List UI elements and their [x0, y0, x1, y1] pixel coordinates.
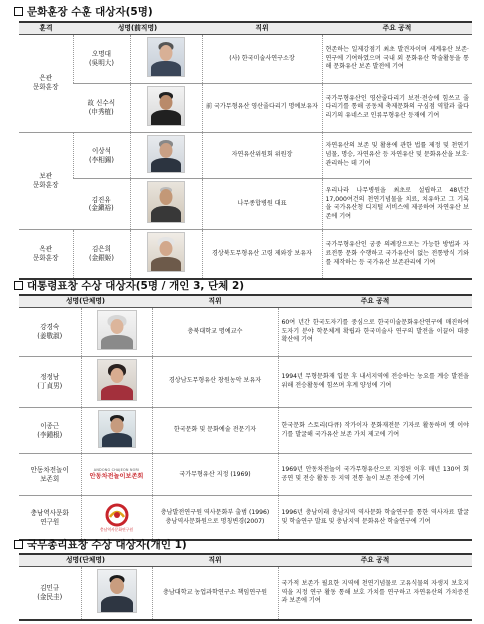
- table-row: [19, 496, 472, 540]
- header-position: 직위: [152, 554, 278, 567]
- table-row: [19, 567, 472, 620]
- merit-cell: 1996년 충남이래 충남지역 역사문화 학술연구를 통한 역사자료 발굴 및 학술연구 발표 및 충남지역 문화유산 학술연구에 기여: [278, 496, 472, 540]
- name-cell: 김진유 (金鎭裕): [73, 179, 130, 230]
- chungnam-emblem-icon: [104, 503, 130, 527]
- position-cell: 충남대학교 농업과학연구소 책임연구원: [152, 567, 278, 620]
- header-merit: 주요 공적: [322, 22, 472, 35]
- grade-cell: 보관 문화훈장: [19, 132, 73, 230]
- portrait-cell: [81, 308, 152, 357]
- merit-cell: 우리나라 나무병원을 최초로 설립하고 48년간 17,000여건의 천연기념물을 치료, 치유하고 그 기록을 국가유산청 디지털 서비스에 제공하여 자연유산 보존에 기여: [322, 179, 472, 230]
- name-cell: 이종근 (李鍾根): [19, 407, 81, 454]
- header-name: 성명(단체명): [19, 554, 152, 567]
- position-cell: 경상남도무형유산 창원농악 보유자: [152, 356, 278, 407]
- table-row: [19, 356, 472, 407]
- checkbox-square-icon: [14, 281, 23, 290]
- merit-cell: 1969년 안동차전놀이 국가무형유산으로 지정된 이후 매년 130여 회 공연 및 전승 활동 등 지역 전통 놀이 보존 전승에 기여: [278, 454, 472, 496]
- header-merit: 주요 공적: [278, 295, 472, 308]
- table-row: [19, 83, 472, 132]
- position-cell: 한국문화 및 문화예술 전문기자: [152, 407, 278, 454]
- table-row: [19, 179, 472, 230]
- portrait-photo: [97, 359, 137, 401]
- logo-cell: [81, 496, 152, 540]
- name-cell: 안동차전놀이 보존회: [19, 454, 81, 496]
- name-cell: 강경숙 (姜敬淑): [19, 308, 81, 357]
- portrait-cell: [130, 35, 202, 84]
- portrait-cell: [81, 407, 152, 454]
- section-title-culture-medal: 문화훈장 수훈 대상자(5명): [14, 4, 153, 19]
- portrait-cell: [130, 132, 202, 179]
- portrait-photo: [147, 86, 185, 126]
- table-row: [19, 230, 472, 279]
- portrait-cell: [130, 83, 202, 132]
- header-name: 성명(단체명): [19, 295, 152, 308]
- table-row: [19, 407, 472, 454]
- portrait-photo: [97, 310, 137, 350]
- grade-cell: 옥관 문화훈장: [19, 230, 73, 279]
- portrait-photo: [147, 232, 185, 272]
- merit-cell: 국가무형유산인 영산줄다리기 보전·전승에 힘쓰고 줄다리기를 통해 공동체 축제문화의 구심점 역할과 줄다리기의 유네스코 인류무형유산 등재에 기여: [322, 83, 472, 132]
- position-cell: 충북대학교 명예교수: [152, 308, 278, 357]
- name-cell: 오명대 (吳明大): [73, 35, 130, 84]
- name-cell: 정정남 (丁貞男): [19, 356, 81, 407]
- andong-chajeon-logo: ANDONG CHAJEON NORI 안동차전놀이보존회: [89, 468, 144, 480]
- table-row: [19, 35, 472, 84]
- position-cell: 자연유산위원회 위원장: [202, 132, 322, 179]
- table-row: [19, 308, 472, 357]
- position-cell: 前 국가무형유산 영산줄다리기 명예보유자: [202, 83, 322, 132]
- table-row: [19, 454, 472, 496]
- merit-cell: 1994년 무형문화재 입문 후 내서지역에 전승하는 농요를 계승 발전을 위해 전승활동에 힘쓰며 후계 양성에 기여: [278, 356, 472, 407]
- header-position: 직위: [152, 295, 278, 308]
- portrait-cell: [130, 179, 202, 230]
- portrait-cell: [130, 230, 202, 279]
- logo-cell: [81, 454, 152, 496]
- merit-cell: 현존하는 일제강점기 최초 발견자이며 세계유산 보존·연구에 기여하였으며 국내 외 문화유산 학술활동을 통해 문화유산 보존 발전에 기여: [322, 35, 472, 84]
- section-title-presidential: 대통령표창 수상 대상자(5명 / 개인 3, 단체 2): [14, 278, 244, 293]
- portrait-photo: [147, 135, 185, 173]
- merit-cell: 자연유산의 보존 및 활용에 관한 법률 제정 및 천연기념물, 명승, 자연유산 등 자연유산 및 문화유산을 보호·관리하는 데 기여: [322, 132, 472, 179]
- name-cell: 이상석 (李相錫): [73, 132, 130, 179]
- position-cell: 경상북도무형유산 고령 제와장 보유자: [202, 230, 322, 279]
- name-cell: 김민규 (金民圭): [19, 567, 81, 620]
- presidential-table: [19, 294, 472, 541]
- grade-cell: 은관 문화훈장: [19, 35, 73, 133]
- name-cell: 충남역사문화 연구원: [19, 496, 81, 540]
- name-cell: 김은희 (金銀姬): [73, 230, 130, 279]
- position-cell: (사) 한국미술사연구소장: [202, 35, 322, 84]
- portrait-photo: [147, 37, 185, 77]
- portrait-photo: [98, 410, 136, 448]
- position-cell: 충남발전연구원 역사문화부 출범 (1996) 충남역사문화원으로 명칭변경(2007): [152, 496, 278, 540]
- prime-minister-table: [19, 553, 472, 621]
- culture-medal-table: [19, 21, 472, 280]
- section-title-prime-minister: 국무총리표창 수상 대상자(개인 1): [14, 537, 187, 552]
- table-row: [19, 132, 472, 179]
- checkbox-square-icon: [14, 7, 23, 16]
- portrait-photo: [97, 569, 137, 613]
- merit-cell: 60여 년간 한국도자기를 중심으로 한국미술문화유산연구에 매진하여 도자기 분야 학문체계 확립과 한국미술사 연구의 발전을 이끌어 대중 확산에 기여: [278, 308, 472, 357]
- header-name: 성명(前직명): [73, 22, 202, 35]
- merit-cell: 국가무형유산인 궁중 의례장으로는 가능한 방법과 자료전통 문화 수행하고 국가유산이 없는 전통방식 기와를 제작하는 등 국가유산 보존관리에 기여: [322, 230, 472, 279]
- header-merit: 주요 공적: [278, 554, 472, 567]
- checkbox-square-icon: [14, 540, 23, 549]
- header-grade: 훈격: [19, 22, 73, 35]
- header-position: 직위: [202, 22, 322, 35]
- position-cell: 국가무형유산 지정 (1969): [152, 454, 278, 496]
- merit-cell: 국가적 보존가 필요한 지역에 천연기념물로 고유식물의 자생지 보호지역을 지정 연구 활동 통해 보호 가치를 연구하고 자연유산의 가치증진과 보존에 기여: [278, 567, 472, 620]
- portrait-cell: [81, 567, 152, 620]
- portrait-cell: [81, 356, 152, 407]
- chungnam-institute-logo: 충남역사문화연구원: [84, 503, 150, 533]
- name-cell: 故 신수식 (申秀植): [73, 83, 130, 132]
- portrait-photo: [147, 181, 185, 223]
- position-cell: 나무종합병원 대표: [202, 179, 322, 230]
- merit-cell: 한국문화 스토리(다큐) 작가이자 문화재전문 기자로 활동하며 옛 이야기를 발굴해 국가유산 보존 가치 제고에 기여: [278, 407, 472, 454]
